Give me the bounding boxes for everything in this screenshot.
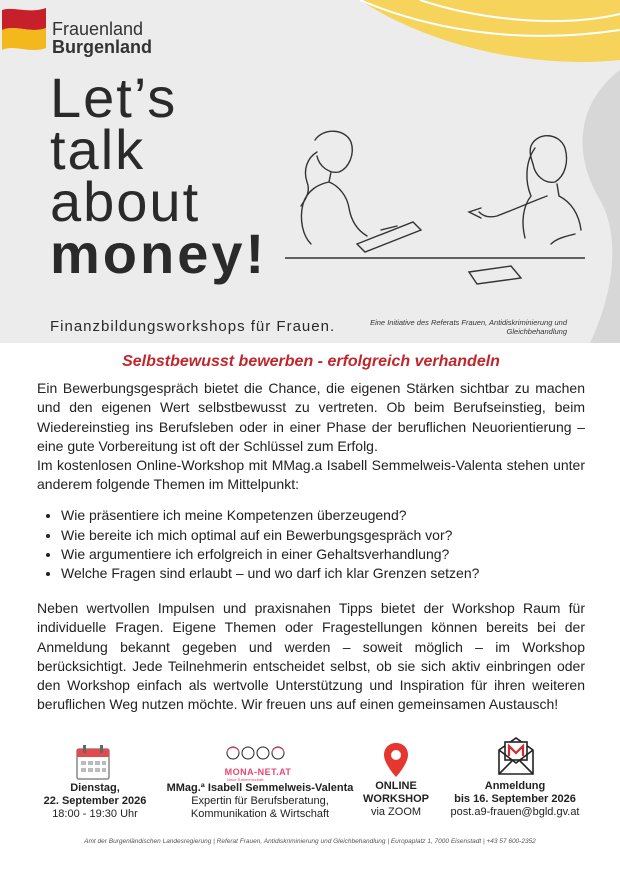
list-item: • Wie argumentiere ich erfolgreich in einer Gehaltsverhandlung? [61, 545, 585, 564]
headline-line-3: about [50, 170, 201, 233]
event-info-row [0, 742, 620, 822]
location-line-3: via ZOOM [370, 806, 422, 818]
location-info [350, 780, 442, 819]
date-info [30, 782, 160, 821]
subtitle: Finanzbildungsworkshops für Frauen. [50, 318, 336, 335]
location-line-2: WORKSHOP [363, 793, 429, 805]
speaker-info [160, 782, 360, 821]
registration-info [440, 780, 590, 819]
date-weekday: Dienstag, [70, 782, 120, 794]
mona-net-logo [223, 744, 293, 782]
speaker-role-2: Kommunikation & Wirtschaft [190, 808, 330, 820]
list-item: • Wie präsentiere ich meine Kompetenzen überzeugend? [61, 506, 585, 525]
registration-deadline: bis 16. September 2026 [454, 793, 576, 805]
brand-line-2: Burgenland [52, 37, 153, 57]
initiative-note: Eine Initiative des Referats Frauen, Antidiskriminierung und Gleichbehandlung [370, 318, 567, 336]
headline-line-2: talk [50, 118, 146, 181]
women-faces-icon [223, 744, 293, 762]
speaker-name: MMag.ª Isabell Semmelweis-Valenta [166, 782, 354, 794]
mail-icon [497, 736, 535, 776]
registration-label: Anmeldung [484, 780, 546, 792]
workshop-paragraph: Im kostenlosen Online-Workshop mit MMag.a Isabell Semmelweis-Valenta stehen unter anderem folgende Themen im Mittelpunkt: [37, 457, 585, 493]
hero-banner [0, 0, 620, 343]
footer: Amt der Burgenländischen Landesregierung | Referat Frauen, Antidiskriminierung und Gleichbehandlung | Europaplatz 1, 7000 Eisenstadt | +43 57 600-2352 [84, 838, 536, 845]
brand-line-1: Frauenland [52, 19, 144, 39]
brand-name [52, 20, 152, 56]
location-line-1: ONLINE [375, 780, 417, 792]
registration-email[interactable]: post.a9-frauen@bgld.gv.at [450, 806, 580, 818]
headline-line-1: Let’s [50, 66, 178, 129]
time-value: 18:00 - 19:30 Uhr [52, 808, 138, 820]
speaker-role-1: Expertin für Berufsberatung, [191, 795, 329, 807]
list-item: • Welche Fragen sind erlaubt – und wo darf ich klar Grenzen setzen? [61, 564, 585, 583]
closing-paragraph: Neben wertvollen Impulsen und praxisnahen Tipps bietet der Workshop Raum für individuelle Fragen. Eigene Themen oder Fragestellungen können bereits bei der Anmeldung bekannt gegeben und werden – soweit möglich – im Workshop berücksichtigt. Jede Teilnehmerin entscheidet selbst, ob sie sich aktiv einbringen oder den Workshop einfach als wertvolle Unterstützung und Inspiration für ihren weiteren beruflichen Weg nutzen möchte. Wir freuen uns auf einen gemeinsamen Austausch! [37, 600, 585, 713]
list-item: • Wie bereite ich mich optimal auf ein Bewerbungsgespräch vor? [61, 526, 585, 545]
burgenland-flag-logo [0, 4, 48, 52]
mona-net-logo-sub: Neue Rahmenschaft [227, 777, 264, 782]
mona-net-logo-text: MONA-NET.AT [224, 767, 292, 777]
two-women-talking-illustration [285, 126, 585, 286]
section-heading: Selbstbewusst bewerben - erfolgreich verhandeln [122, 353, 500, 370]
date-value: 22. September 2026 [43, 795, 147, 807]
calendar-icon [76, 744, 110, 780]
topics-list [37, 506, 585, 583]
headline [50, 66, 268, 285]
headline-line-4: money! [50, 222, 268, 285]
location-pin-icon [383, 742, 409, 778]
intro-paragraph: Ein Bewerbungsgespräch bietet die Chance, die eigenen Stärken sichtbar zu machen und den eigenen Wert selbstbewusst zu vertreten. Ob beim Berufseinstieg, beim Wiedereinstieg ins Berufsleben oder in einer Phase der beruflichen Neuorientierung – eine gute Vorbereitung ist oft der Schlüssel zum Erfolg. [37, 380, 585, 454]
main-content [37, 352, 585, 714]
